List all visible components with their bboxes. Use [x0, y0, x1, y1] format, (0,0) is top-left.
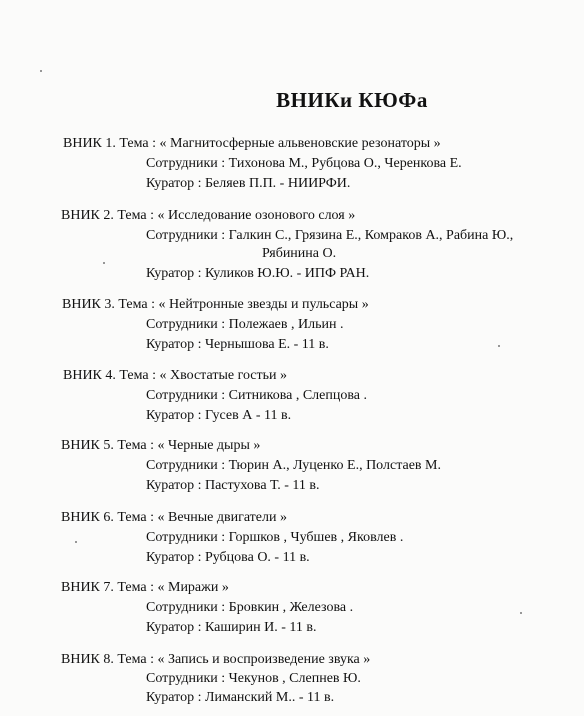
vnik-curator: Куратор : Чернышова Е. - 11 в. — [146, 337, 329, 352]
vnik-topic: ВНИК 3. Тема : « Нейтронные звезды и пульсары » — [62, 297, 369, 312]
scan-speck — [40, 70, 42, 72]
vnik-topic: ВНИК 7. Тема : « Миражи » — [61, 580, 229, 595]
vnik-topic: ВНИК 1. Тема : « Магнитосферные альвеновские резонаторы » — [63, 136, 441, 151]
vnik-staff: Сотрудники : Тихонова М., Рубцова О., Черенкова Е. — [146, 156, 462, 171]
vnik-topic: ВНИК 2. Тема : « Исследование озонового слоя » — [61, 208, 356, 223]
page-title — [0, 88, 584, 113]
page-title-text: ВНИКи КЮФа — [276, 88, 428, 112]
vnik-staff: Сотрудники : Бровкин , Железова . — [146, 600, 354, 615]
vnik-curator: Куратор : Рубцова О. - 11 в. — [146, 550, 310, 565]
vnik-curator: Куратор : Каширин И. - 11 в. — [146, 620, 317, 635]
scan-speck — [75, 541, 77, 543]
vnik-staff: Сотрудники : Галкин С., Грязина Е., Комраков А., Рабина Ю., — [146, 228, 514, 243]
vnik-curator: Куратор : Лиманский М.. - 11 в. — [146, 690, 335, 705]
vnik-curator: Куратор : Гусев А - 11 в. — [146, 408, 292, 423]
scan-speck — [520, 612, 522, 614]
vnik-staff: Сотрудники : Тюрин А., Луценко Е., Полстаев М. — [146, 458, 441, 473]
vnik-topic: ВНИК 8. Тема : « Запись и воспроизведение звука » — [61, 652, 371, 667]
vnik-topic: ВНИК 6. Тема : « Вечные двигатели » — [61, 510, 287, 525]
vnik-curator: Куратор : Беляев П.П. - НИИРФИ. — [146, 176, 351, 191]
vnik-staff: Сотрудники : Горшков , Чубшев , Яковлев . — [146, 530, 404, 545]
scan-speck — [103, 262, 105, 264]
scan-speck — [498, 345, 500, 347]
vnik-curator: Куратор : Куликов Ю.Ю. - ИПФ РАН. — [146, 266, 370, 281]
vnik-staff: Сотрудники : Ситникова , Слепцова . — [146, 388, 367, 403]
vnik-staff: Сотрудники : Чекунов , Слепнев Ю. — [146, 671, 361, 686]
vnik-staff: Сотрудники : Полежаев , Ильин . — [146, 317, 344, 332]
vnik-curator: Куратор : Пастухова Т. - 11 в. — [146, 478, 320, 493]
vnik-topic: ВНИК 5. Тема : « Черные дыры » — [61, 438, 261, 453]
vnik-topic: ВНИК 4. Тема : « Хвостатые гостьи » — [63, 368, 288, 383]
vnik-staff-continued: Рябинина О. — [262, 246, 337, 261]
